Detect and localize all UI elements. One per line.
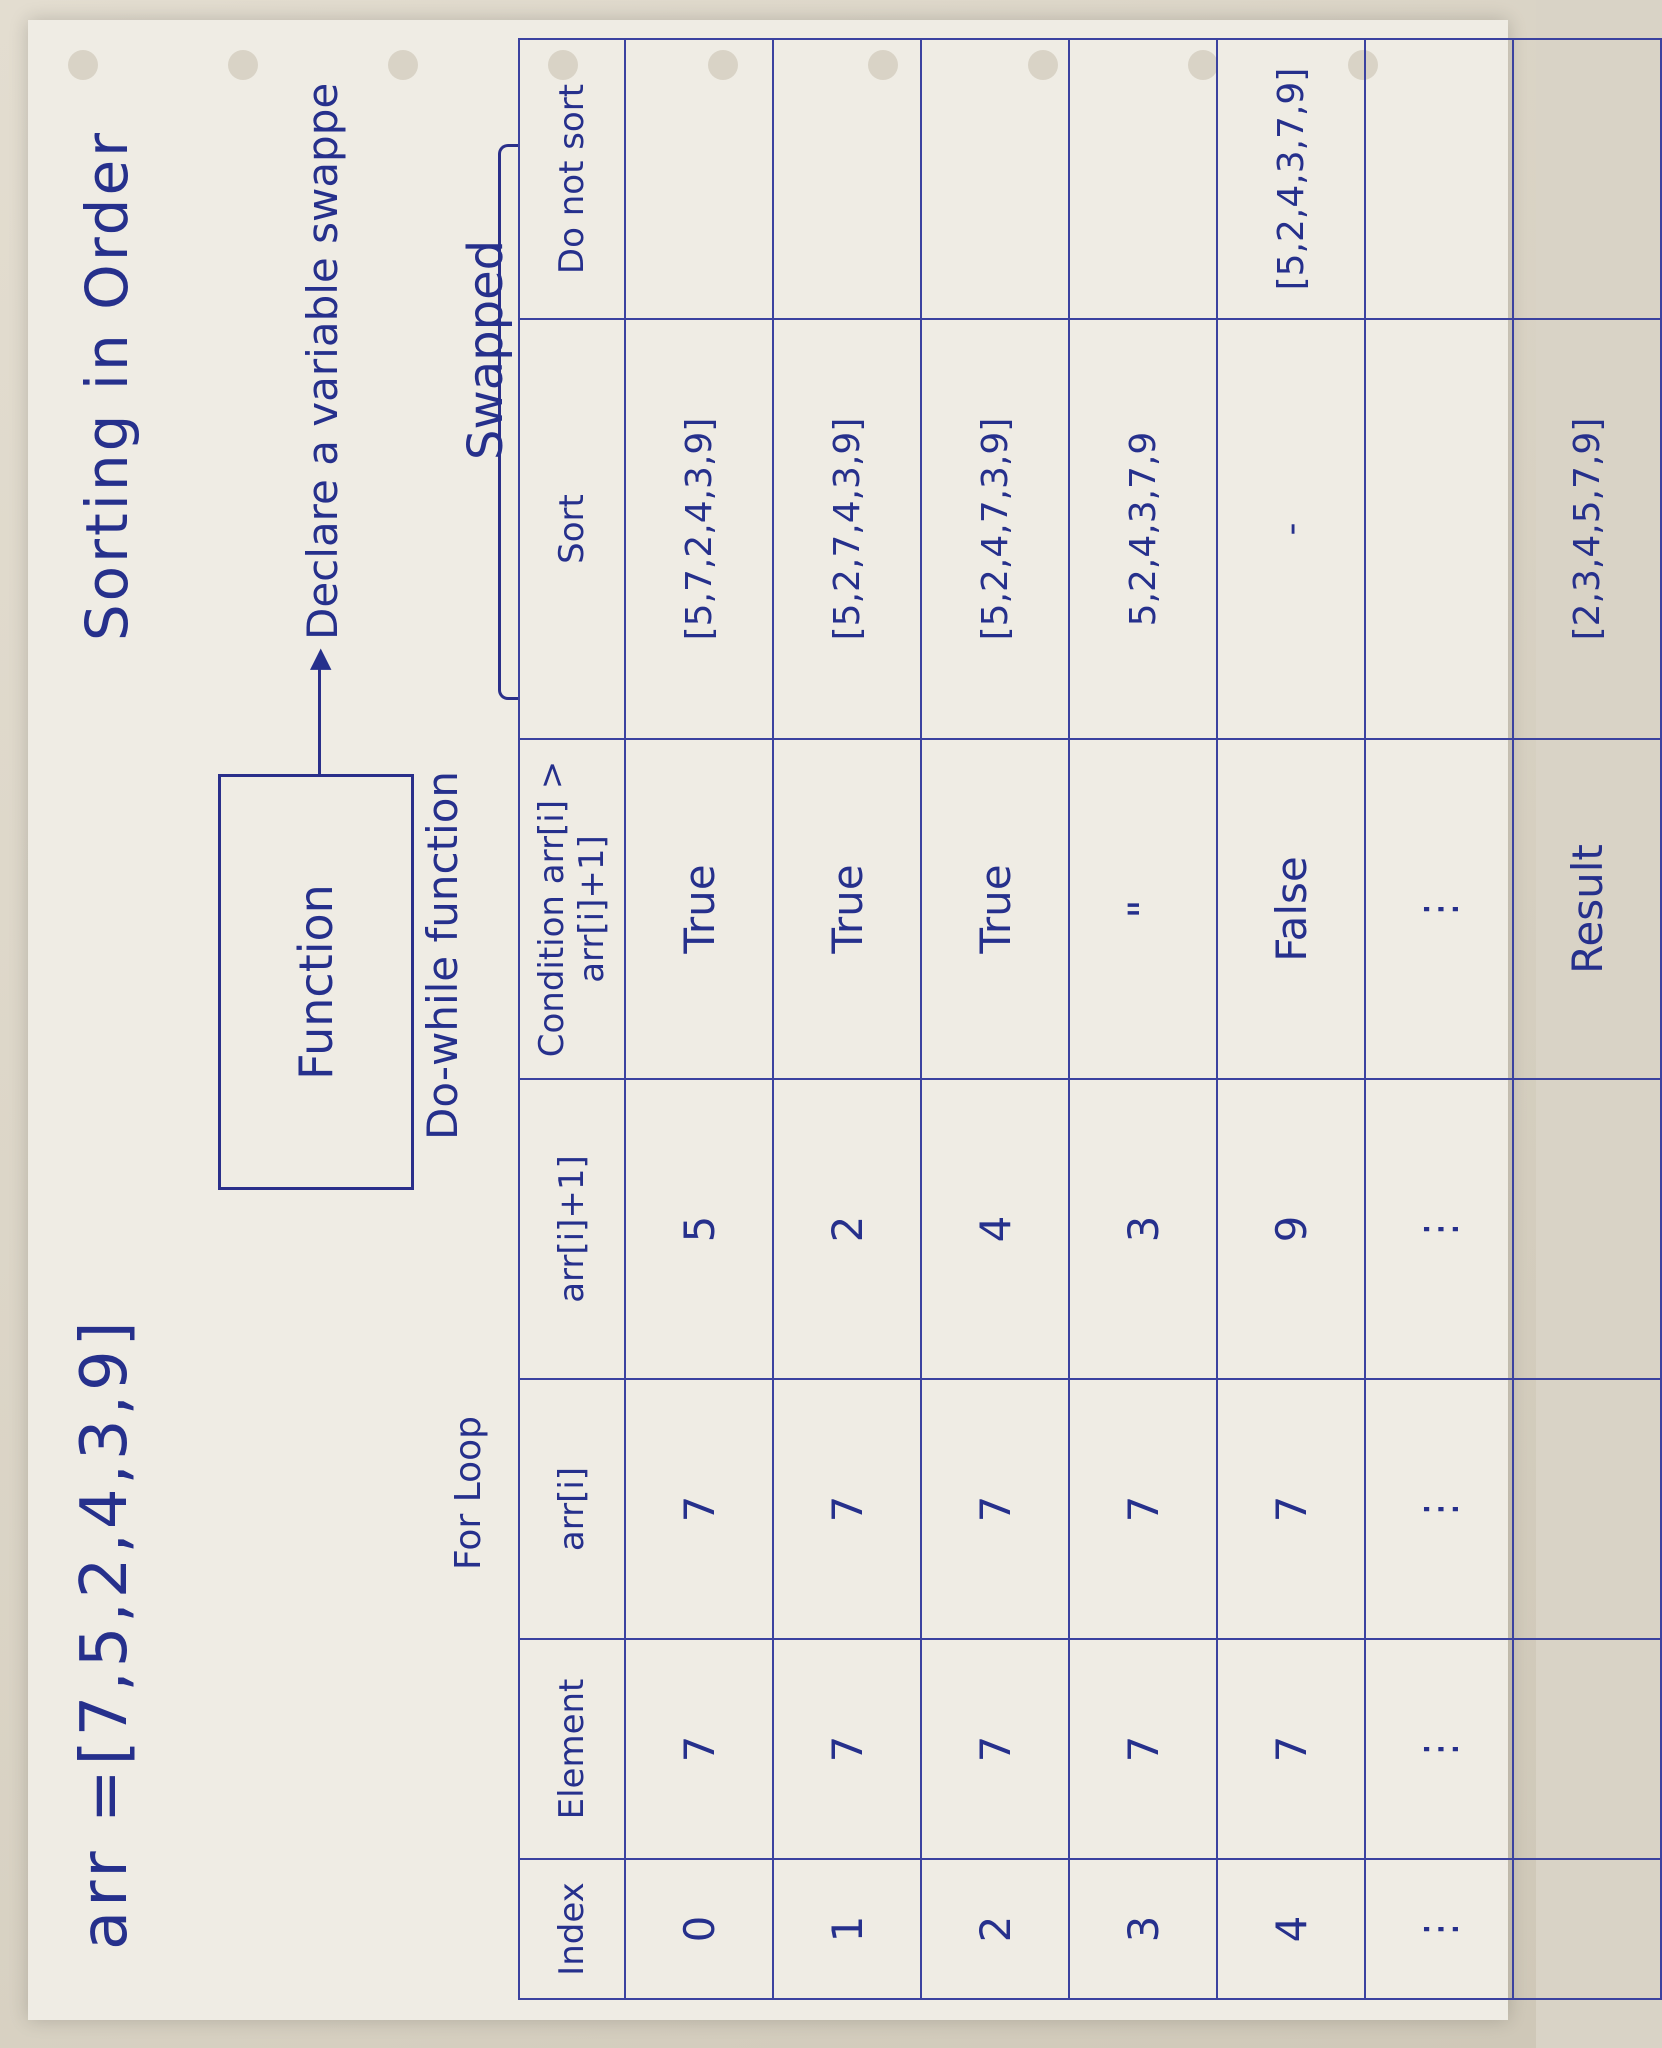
- array-definition: arr =[7,5,2,4,3,9]: [68, 1317, 142, 1950]
- punch-hole: [68, 50, 98, 80]
- cell-index: ⋮: [1365, 1859, 1513, 1999]
- cell-arr-i-plus-1: [1513, 1079, 1661, 1379]
- cell-arr-i-plus-1: 3: [1069, 1079, 1217, 1379]
- cell-condition: False: [1217, 739, 1365, 1079]
- cell-arr-i: 7: [921, 1379, 1069, 1639]
- cell-element: 7: [1069, 1639, 1217, 1859]
- cell-arr-i: 7: [1069, 1379, 1217, 1639]
- table-row: [773, 39, 921, 1999]
- cell-index: 1: [773, 1859, 921, 1999]
- cell-do-not-sort: [5,2,4,3,7,9]: [1217, 39, 1365, 319]
- page-title: Sorting in Order: [73, 130, 141, 642]
- cell-index: 0: [625, 1859, 773, 1999]
- cell-condition: True: [773, 739, 921, 1079]
- cell-condition: Result: [1513, 739, 1661, 1079]
- function-box: [218, 774, 414, 1190]
- table-row: [1217, 39, 1365, 1999]
- cell-arr-i-plus-1: 5: [625, 1079, 773, 1379]
- table-header-row: [519, 39, 625, 1999]
- cell-sort: [5,2,4,7,3,9]: [921, 319, 1069, 739]
- cell-do-not-sort: [1069, 39, 1217, 319]
- cell-arr-i: 7: [1217, 1379, 1365, 1639]
- cell-do-not-sort: [1365, 39, 1513, 319]
- cell-sort: -: [1217, 319, 1365, 739]
- header-condition: Condition arr[i] > arr[i]+1]: [519, 739, 625, 1079]
- declare-note: Declare a variable swappe: [298, 82, 347, 640]
- cell-do-not-sort: [625, 39, 773, 319]
- cell-sort: [5,2,7,4,3,9]: [773, 319, 921, 739]
- arrow-line: [318, 655, 321, 775]
- cell-arr-i-plus-1: ⋮: [1365, 1079, 1513, 1379]
- cell-index: 3: [1069, 1859, 1217, 1999]
- cell-arr-i: ⋮: [1365, 1379, 1513, 1639]
- header-index: Index: [519, 1859, 625, 1999]
- function-label: Function: [289, 884, 343, 1080]
- header-element: Element: [519, 1639, 625, 1859]
- cell-condition: ⋮: [1365, 739, 1513, 1079]
- cell-element: 7: [625, 1639, 773, 1859]
- swapped-label: Swapped: [458, 239, 514, 460]
- header-arr-i-plus-1: arr[i]+1]: [519, 1079, 625, 1379]
- cell-condition: True: [921, 739, 1069, 1079]
- header-arr-i: arr[i]: [519, 1379, 625, 1639]
- arrow-right-icon: ▶: [302, 648, 335, 670]
- cell-index: 4: [1217, 1859, 1365, 1999]
- table-row: [1513, 39, 1661, 1999]
- table-row: [1365, 39, 1513, 1999]
- table-row: [1069, 39, 1217, 1999]
- cell-arr-i: 7: [773, 1379, 921, 1639]
- table-row: [625, 39, 773, 1999]
- trace-table: [518, 38, 1662, 2000]
- cell-element: 7: [921, 1639, 1069, 1859]
- cell-do-not-sort: [1513, 39, 1661, 319]
- cell-element: 7: [773, 1639, 921, 1859]
- cell-sort: [2,3,4,5,7,9]: [1513, 319, 1661, 739]
- cell-condition: ": [1069, 739, 1217, 1079]
- cell-element: [1513, 1639, 1661, 1859]
- cell-sort: [5,7,2,4,3,9]: [625, 319, 773, 739]
- cell-sort: [1365, 319, 1513, 739]
- punch-hole: [228, 50, 258, 80]
- cell-arr-i-plus-1: 2: [773, 1079, 921, 1379]
- header-sort: Sort: [519, 319, 625, 739]
- cell-element: ⋮: [1365, 1639, 1513, 1859]
- table-row: [921, 39, 1069, 1999]
- notebook-page: [28, 20, 1612, 2020]
- cell-index: 2: [921, 1859, 1069, 1999]
- cell-do-not-sort: [773, 39, 921, 319]
- punch-hole: [388, 50, 418, 80]
- cell-sort: 5,2,4,3,7,9: [1069, 319, 1217, 739]
- cell-condition: True: [625, 739, 773, 1079]
- cell-arr-i: 7: [625, 1379, 773, 1639]
- cell-index: [1513, 1859, 1661, 1999]
- cell-arr-i-plus-1: 4: [921, 1079, 1069, 1379]
- cell-arr-i-plus-1: 9: [1217, 1079, 1365, 1379]
- cell-do-not-sort: [921, 39, 1069, 319]
- cell-element: 7: [1217, 1639, 1365, 1859]
- cell-arr-i: [1513, 1379, 1661, 1639]
- for-loop-note: For Loop: [448, 1415, 489, 1570]
- header-do-not-sort: Do not sort: [519, 39, 625, 319]
- dowhile-note: Do-while function: [418, 770, 467, 1140]
